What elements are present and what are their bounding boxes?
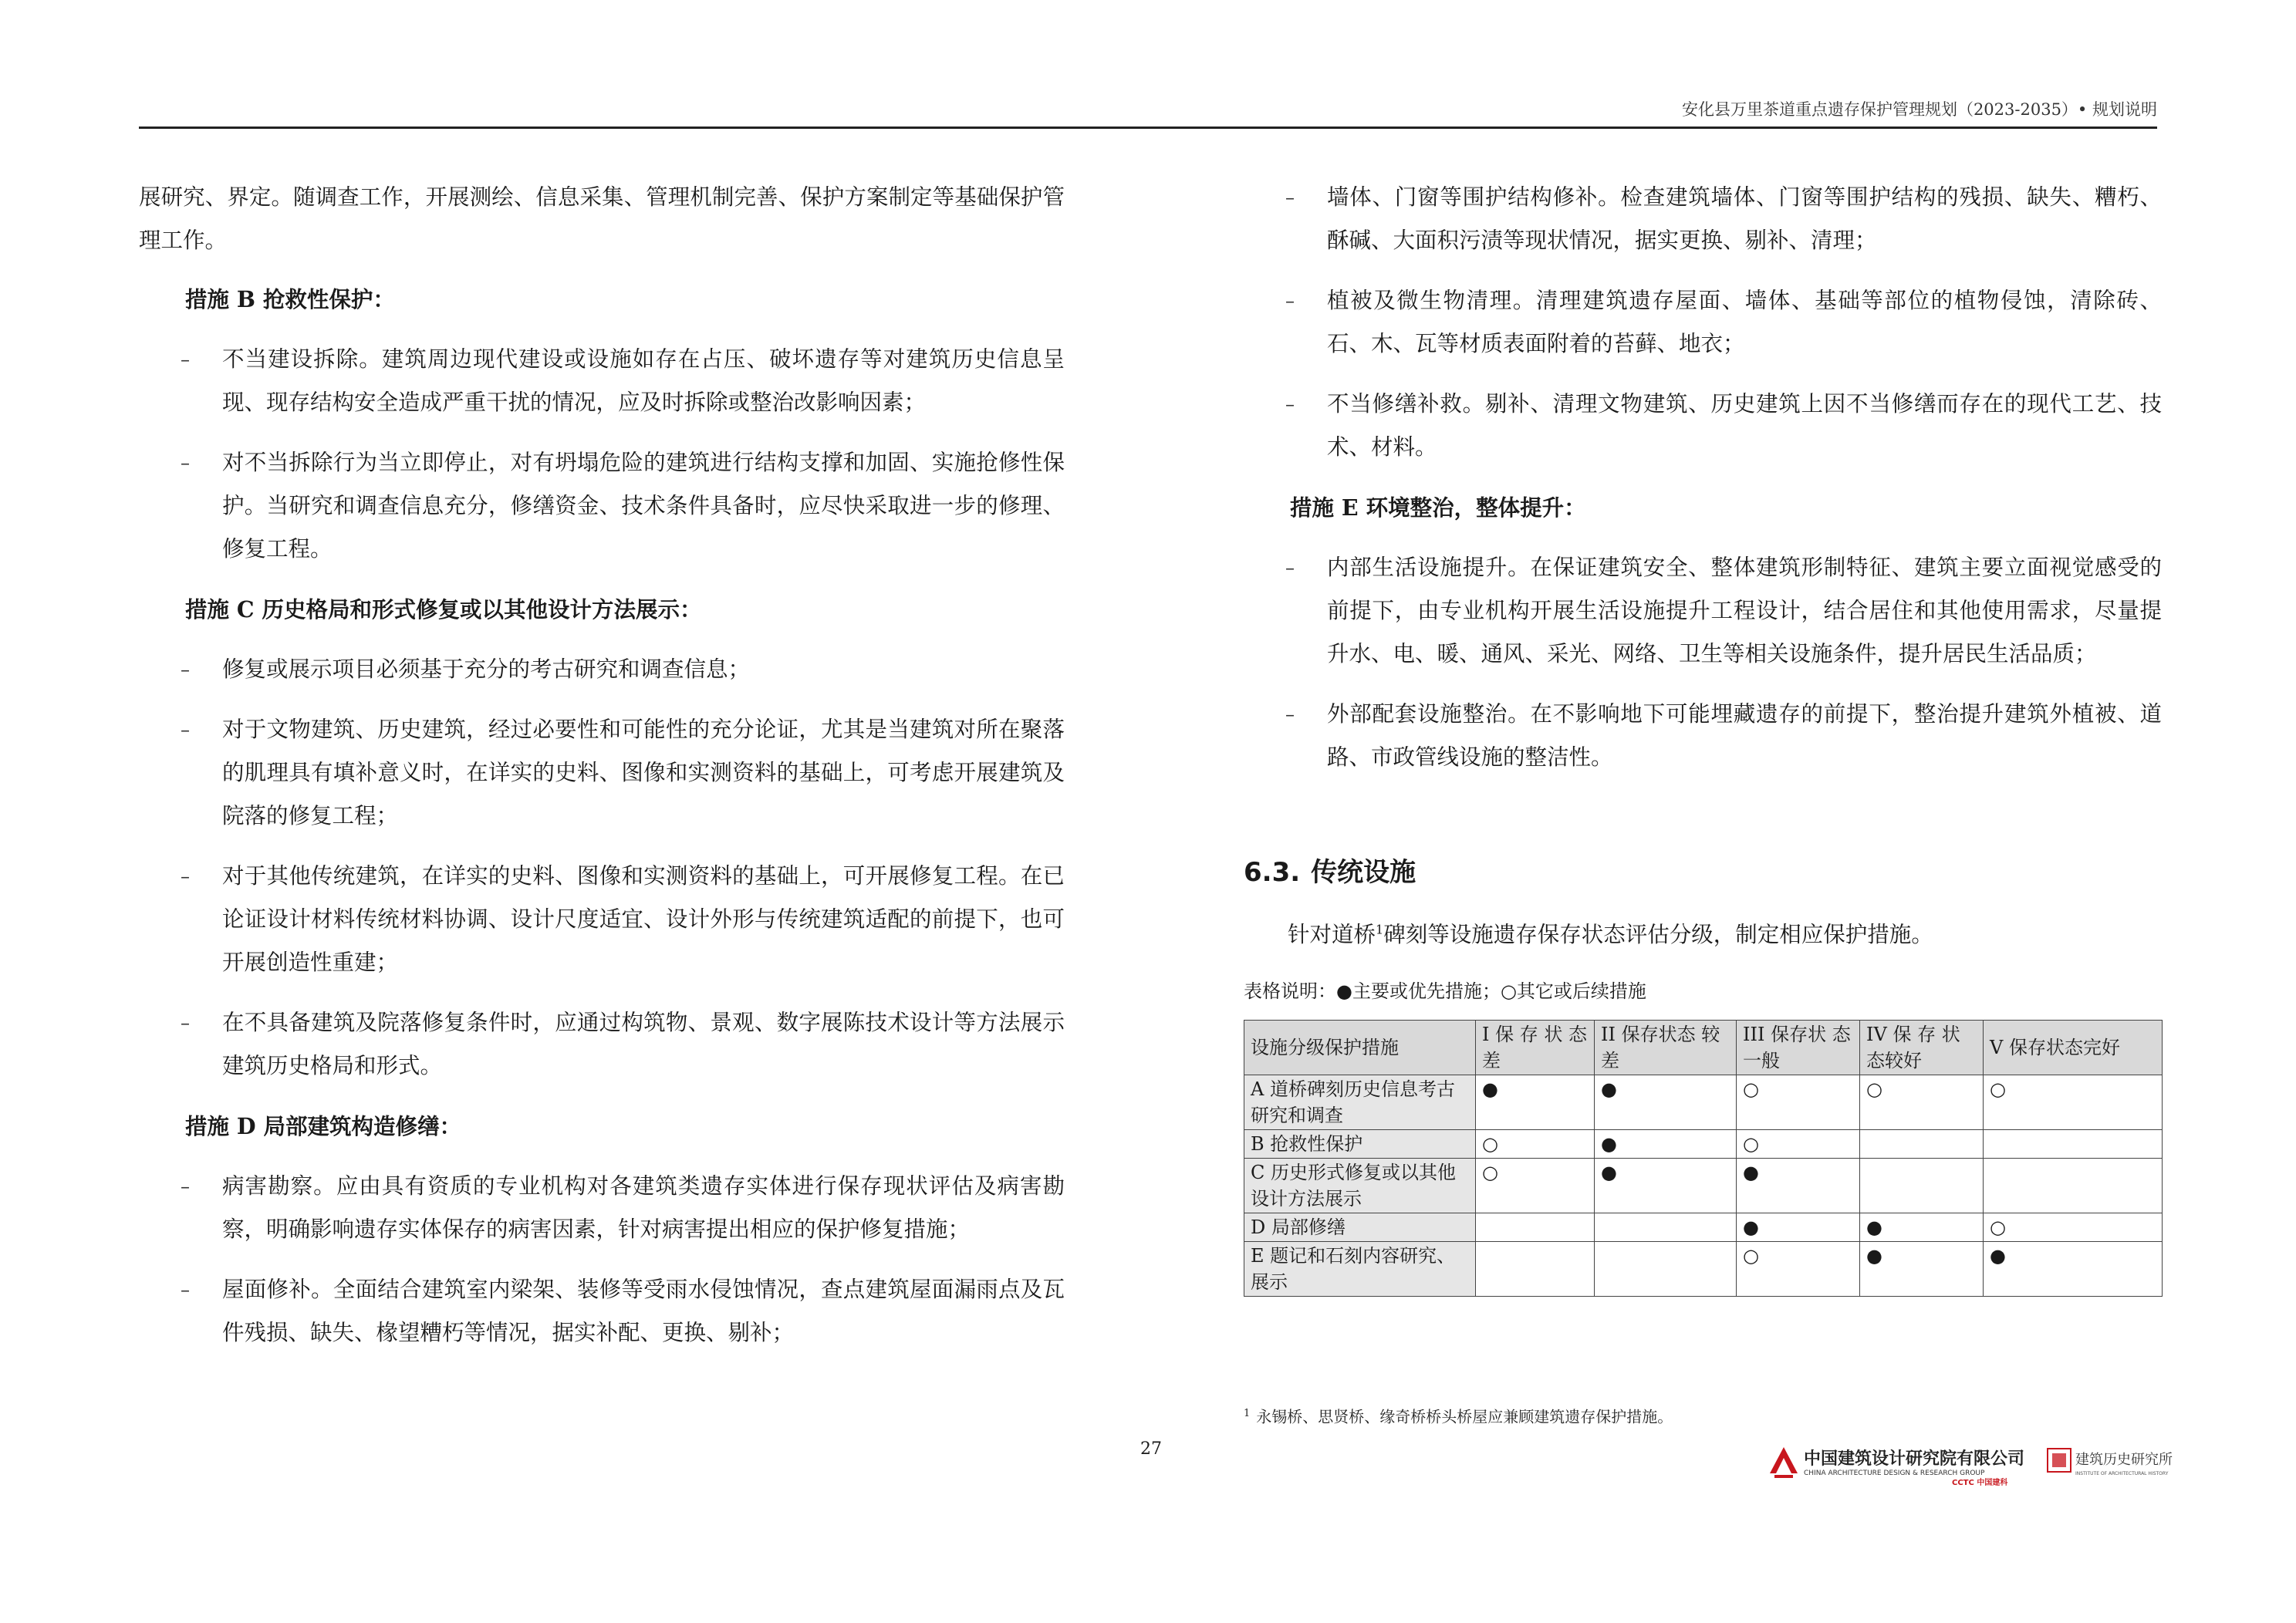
table-cell: ● xyxy=(1984,1242,2163,1297)
table-cell: ● xyxy=(1737,1213,1860,1242)
list-item xyxy=(1244,176,2162,262)
continued-paragraph: 展研究、界定。随调查工作，开展测绘、信息采集、管理机制完善、保护方案制定等基础保护管理工作。 xyxy=(139,184,1065,253)
footnote-number: 1 xyxy=(1244,1408,1251,1419)
dash-bullet: – xyxy=(1285,557,1295,579)
list-item xyxy=(1244,546,2162,676)
dash-bullet: – xyxy=(181,1012,190,1034)
row-label: E 题记和石刻内容研究、展示 xyxy=(1244,1242,1476,1297)
table-cell: ○ xyxy=(1476,1159,1595,1213)
list-item-text: 在不具备建筑及院落修复条件时，应通过构筑物、景观、数字展陈技术设计等方法展示建筑历史格局和形式。 xyxy=(222,1010,1065,1078)
dash-bullet: – xyxy=(181,865,190,887)
table-cell xyxy=(1595,1242,1737,1297)
row-label: C 历史形式修复或以其他设计方法展示 xyxy=(1244,1159,1476,1213)
table-cell: ● xyxy=(1595,1075,1737,1130)
section-number: 6.3. xyxy=(1244,857,1301,888)
footnote-marker[interactable]: 1 xyxy=(1376,922,1384,937)
list-item-text: 植被及微生物清理。清理建筑遗存屋面、墙体、基础等部位的植物侵蚀，清除砖、石、木、瓦等材质表面附着的苔藓、地衣； xyxy=(1327,288,2162,356)
list-item xyxy=(139,708,1065,838)
table-cell: ○ xyxy=(1737,1242,1860,1297)
table-cell xyxy=(1595,1213,1737,1242)
heading-measure-d: 措施 D 局部建筑构造修缮： xyxy=(185,1113,462,1139)
list-item xyxy=(139,648,1065,691)
list-item-text: 修复或展示项目必须基于充分的考古研究和调查信息； xyxy=(222,656,751,682)
list-item-text: 对于其他传统建筑，在详实的史料、图像和实测资料的基础上，可开展修复工程。在已论证设计材料传统材料协调、设计尺度适宜、设计外形与传统建筑适配的前提下，也可开展创造性重建； xyxy=(222,863,1065,975)
cag-english-text: CHINA ARCHITECTURE DESIGN & RESEARCH GROUP xyxy=(1804,1469,1985,1477)
table-header-cell: IV 保 存 状 态较好 xyxy=(1860,1021,1984,1075)
table-cell xyxy=(1476,1213,1595,1242)
cag-name-text: 中国建筑设计研究院有限公司 xyxy=(1804,1449,2025,1469)
table-cell: ● xyxy=(1860,1213,1984,1242)
table-cell: ○ xyxy=(1737,1075,1860,1130)
table-header-cell: II 保存状态 较差 xyxy=(1595,1021,1737,1075)
table-header-cell: V 保存状态完好 xyxy=(1984,1021,2163,1075)
table-cell: ● xyxy=(1737,1159,1860,1213)
heading-measure-b: 措施 B 抢救性保护： xyxy=(185,286,395,312)
table-row xyxy=(1244,1159,2163,1213)
list-item xyxy=(1244,383,2162,469)
section-intro xyxy=(1244,913,2162,957)
table-header-row xyxy=(1244,1021,2163,1075)
footnote-text: 永锡桥、思贤桥、缘奇桥桥头桥屋应兼顾建筑遗存保护措施。 xyxy=(1256,1407,1673,1426)
header-title: 安化县万里茶道重点遗存保护管理规划（2023-2035）• 规划说明 xyxy=(1681,100,2157,119)
table-row xyxy=(1244,1130,2163,1159)
ihs-logo xyxy=(2046,1444,2173,1483)
right-column xyxy=(1244,176,2162,1297)
list-item xyxy=(139,441,1065,571)
table-cell: ○ xyxy=(1860,1075,1984,1130)
list-item xyxy=(139,1001,1065,1088)
dash-bullet: – xyxy=(1285,290,1295,312)
table-cell xyxy=(1860,1159,1984,1213)
dash-bullet: – xyxy=(181,1279,190,1301)
dash-bullet: – xyxy=(181,659,190,680)
ihs-english-text: INSTITUTE OF ARCHITECTURAL HISTORY xyxy=(2075,1471,2169,1476)
dash-bullet: – xyxy=(181,1176,190,1197)
table-row xyxy=(1244,1075,2163,1130)
table-row xyxy=(1244,1213,2163,1242)
table-cell: ● xyxy=(1595,1159,1737,1213)
cag-emblem-icon xyxy=(1770,1447,1798,1478)
page-number: 27 xyxy=(1140,1439,1162,1459)
heading-measure-e: 措施 E 环境整治，整体提升： xyxy=(1290,494,1586,521)
list-item-text: 不当修缮补救。剔补、清理文物建筑、历史建筑上因不当修缮而存在的现代工艺、技术、材料。 xyxy=(1327,391,2162,460)
left-column xyxy=(139,176,1065,1372)
table-cell: ● xyxy=(1595,1130,1737,1159)
ihs-name-text: 建筑历史研究所 xyxy=(2075,1452,2173,1468)
intro-text-before: 针对道桥 xyxy=(1288,922,1376,947)
table-cell xyxy=(1860,1130,1984,1159)
list-item-text: 屋面修补。全面结合建筑室内梁架、装修等受雨水侵蚀情况，查点建筑屋面漏雨点及瓦件残损、缺失、椽望糟朽等情况，据实补配、更换、剔补； xyxy=(222,1277,1065,1345)
list-item-text: 对于文物建筑、历史建筑，经过必要性和可能性的充分论证，尤其是当建筑对所在聚落的肌理具有填补意义时，在详实的史料、图像和实测资料的基础上，可考虑开展建筑及院落的修复工程； xyxy=(222,717,1065,828)
table-row xyxy=(1244,1242,2163,1297)
cctc-text: CCTC 中国建科 xyxy=(1952,1479,2008,1487)
heading-measure-c: 措施 C 历史格局和形式修复或以其他设计方法展示： xyxy=(185,596,702,623)
section-title: 传统设施 xyxy=(1311,857,1416,888)
row-label: A 道桥碑刻历史信息考古研究和调查 xyxy=(1244,1075,1476,1130)
dash-bullet: – xyxy=(1285,393,1295,415)
table-header-cell: 设施分级保护措施 xyxy=(1244,1021,1476,1075)
dash-bullet: – xyxy=(1285,704,1295,725)
list-item xyxy=(139,1268,1065,1355)
list-item xyxy=(139,855,1065,984)
list-item-text: 内部生活设施提升。在保证建筑安全、整体建筑形制特征、建筑主要立面视觉感受的前提下，由专业机构开展生活设施提升工程设计，结合居住和其他使用需求，尽量提升水、电、暖、通风、采光、网络、卫生等相关设施条件，提升居民生活品质； xyxy=(1327,555,2162,666)
list-item-text: 不当建设拆除。建筑周边现代建设或设施如存在占压、破坏遗存等对建筑历史信息呈现、现存结构安全造成严重干扰的情况，应及时拆除或整治改影响因素； xyxy=(222,346,1065,415)
list-item xyxy=(1244,279,2162,366)
intro-text-after: 碑刻等设施遗存保存状态评估分级，制定相应保护措施。 xyxy=(1383,922,1933,947)
list-item-text: 外部配套设施整治。在不影响地下可能埋藏遗存的前提下，整治提升建筑外植被、道路、市政管线设施的整洁性。 xyxy=(1327,701,2162,770)
table-cell xyxy=(1984,1159,2163,1213)
list-item-text: 对不当拆除行为当立即停止，对有坍塌危险的建筑进行结构支撑和加固、实施抢修性保护。当研究和调查信息充分，修缮资金、技术条件具备时，应尽快采取进一步的修理、修复工程。 xyxy=(222,450,1065,562)
row-label: B 抢救性保护 xyxy=(1244,1130,1476,1159)
list-item xyxy=(139,338,1065,424)
dash-bullet: – xyxy=(1285,187,1295,208)
table-cell: ● xyxy=(1476,1075,1595,1130)
cag-logo xyxy=(1767,1444,2052,1487)
protection-measures-table xyxy=(1244,1020,2163,1297)
list-item xyxy=(139,1165,1065,1251)
list-item-text: 墙体、门窗等围护结构修补。检查建筑墙体、门窗等围护结构的残损、缺失、糟朽、酥碱、大面积污渍等现状情况，据实更换、剔补、清理； xyxy=(1327,184,2162,253)
table-cell: ○ xyxy=(1984,1213,2163,1242)
table-cell: ○ xyxy=(1476,1130,1595,1159)
dash-bullet: – xyxy=(181,452,190,474)
table-legend: 表格说明：●主要或优先措施；○其它或后续措施 xyxy=(1244,980,1646,1002)
header-divider xyxy=(139,127,2157,129)
table-cell: ● xyxy=(1860,1242,1984,1297)
list-item-text: 病害勘察。应由具有资质的专业机构对各建筑类遗存实体进行保存现状评估及病害勘察，明确影响遗存实体保存的病害因素，针对病害提出相应的保护修复措施； xyxy=(222,1173,1065,1242)
table-cell xyxy=(1984,1130,2163,1159)
row-label: D 局部修缮 xyxy=(1244,1213,1476,1242)
table-header-cell: Ⅰ 保 存 状 态差 xyxy=(1476,1021,1595,1075)
list-item xyxy=(1244,693,2162,779)
table-cell: ○ xyxy=(1984,1075,2163,1130)
footnote xyxy=(1244,1402,1673,1429)
ihs-seal-icon xyxy=(2048,1449,2071,1472)
table-cell: ○ xyxy=(1737,1130,1860,1159)
dash-bullet: – xyxy=(181,719,190,741)
table-header-cell: III 保存状 态一般 xyxy=(1737,1021,1860,1075)
dash-bullet: – xyxy=(181,349,190,370)
table-cell xyxy=(1476,1242,1595,1297)
section-heading xyxy=(1244,853,2162,892)
